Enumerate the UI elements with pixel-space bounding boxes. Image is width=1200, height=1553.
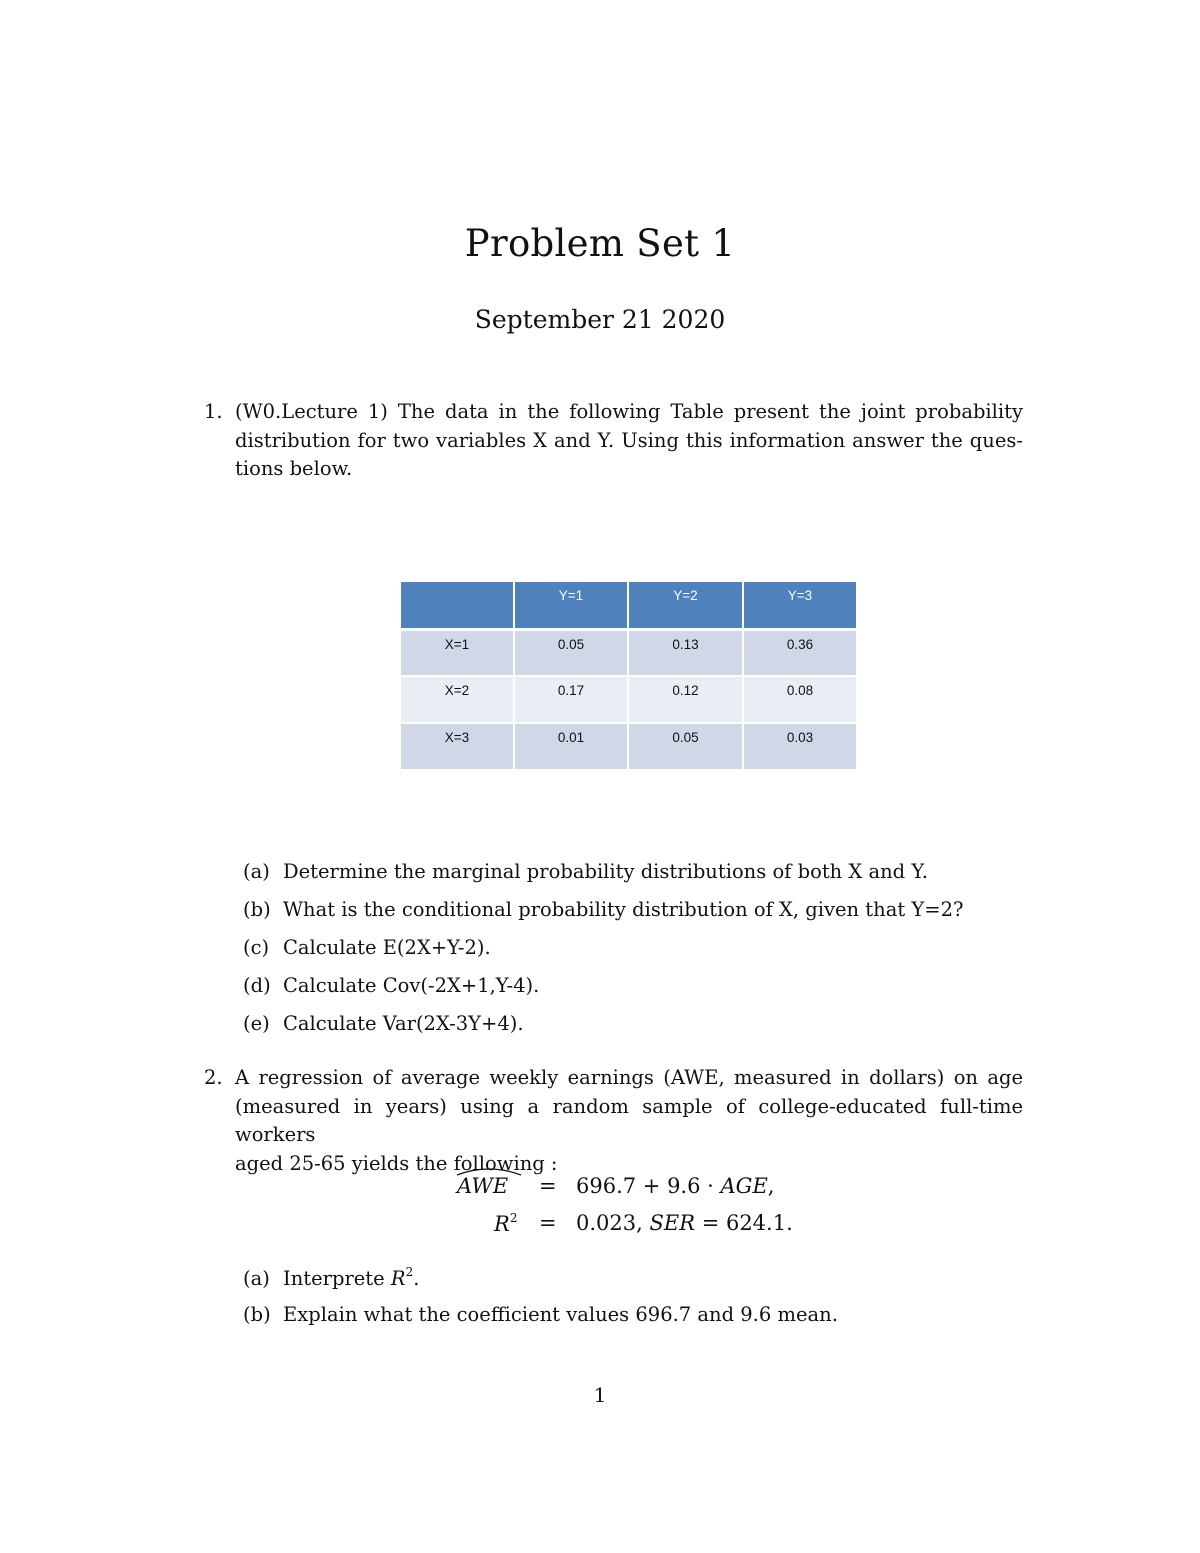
table-cell: 0.03 bbox=[743, 723, 857, 770]
subquestion-text: Calculate E(2X+Y-2). bbox=[283, 936, 491, 959]
subquestion-label: (b) bbox=[243, 898, 271, 921]
equation-lhs-awe bbox=[457, 1174, 508, 1198]
wide-hat-icon bbox=[455, 1165, 523, 1177]
table-cell: 0.01 bbox=[514, 723, 628, 770]
table-row bbox=[400, 629, 857, 676]
subquestion-label: (e) bbox=[243, 1012, 270, 1035]
equation-equals-1: = bbox=[539, 1174, 557, 1198]
document-date: September 21 2020 bbox=[474, 305, 726, 334]
awe-variable: AWE bbox=[457, 1174, 509, 1198]
age-variable: AGE bbox=[720, 1174, 768, 1198]
table-cell: 0.08 bbox=[743, 676, 857, 723]
table-row bbox=[400, 723, 857, 770]
list-item bbox=[243, 1265, 419, 1290]
table-row bbox=[400, 676, 857, 723]
page-number: 1 bbox=[593, 1383, 607, 1407]
table-cell: X=2 bbox=[400, 676, 514, 723]
subquestion-math: R bbox=[390, 1267, 406, 1290]
table-cell: 0.05 bbox=[514, 629, 628, 676]
subquestion-sup: 2 bbox=[405, 1265, 414, 1279]
table-cell: X=1 bbox=[400, 629, 514, 676]
problem-2-number: 2. bbox=[204, 1066, 223, 1089]
problem-2-line-1: A regression of average weekly earnings (AWE, measured in dollars) on age bbox=[235, 1066, 1023, 1089]
subquestion-text: What is the conditional probability distribution of X, given that Y=2? bbox=[283, 898, 964, 921]
awe-hat-symbol bbox=[457, 1174, 508, 1198]
list-item bbox=[243, 974, 539, 997]
subquestion-label: (b) bbox=[243, 1303, 271, 1326]
list-item bbox=[243, 936, 491, 959]
list-item bbox=[243, 1303, 838, 1326]
table-cell: X=3 bbox=[400, 723, 514, 770]
problem-1-line-2: distribution for two variables X and Y. Using this information answer the ques- bbox=[235, 428, 1023, 452]
problem-1-number: 1. bbox=[204, 400, 223, 423]
subquestion-text: Calculate Var(2X-3Y+4). bbox=[283, 1012, 524, 1035]
list-item bbox=[243, 1012, 524, 1035]
problem-2-text bbox=[235, 1064, 1023, 1178]
table-cell: 0.13 bbox=[628, 629, 743, 676]
table-header-row bbox=[400, 581, 857, 629]
equation-rhs-2 bbox=[576, 1211, 793, 1235]
list-item bbox=[243, 860, 928, 883]
subquestion-label: (a) bbox=[243, 1267, 270, 1290]
r-superscript: 2 bbox=[509, 1211, 518, 1225]
table-cell: 0.17 bbox=[514, 676, 628, 723]
problem-2-line-2: (measured in years) using a random sample of college-educated full-time workers bbox=[235, 1094, 1023, 1146]
problem-2-line-3: aged 25-65 yields the following : bbox=[235, 1151, 558, 1175]
table-header-cell: Y=1 bbox=[514, 581, 628, 629]
subquestion-tail: . bbox=[413, 1267, 420, 1290]
equation-equals-2: = bbox=[539, 1211, 557, 1235]
subquestion-label: (a) bbox=[243, 860, 270, 883]
subquestion-label: (d) bbox=[243, 974, 271, 997]
equation-rhs-1 bbox=[576, 1174, 774, 1198]
page-title: Problem Set 1 bbox=[464, 222, 736, 265]
r-variable: R bbox=[494, 1212, 510, 1236]
problem-1-line-1: (W0.Lecture 1) The data in the following Table present the joint probability bbox=[235, 400, 1023, 423]
table-header-cell bbox=[400, 581, 514, 629]
subquestion-text: Calculate Cov(-2X+1,Y-4). bbox=[283, 974, 540, 997]
subquestion-text: Determine the marginal probability distributions of both X and Y. bbox=[283, 860, 928, 883]
problem-1-text bbox=[235, 398, 1023, 484]
table-header-cell: Y=3 bbox=[743, 581, 857, 629]
table-cell: 0.12 bbox=[628, 676, 743, 723]
equation-lhs-r2 bbox=[494, 1211, 517, 1236]
joint-probability-table bbox=[399, 580, 858, 771]
r2-value: 0.023, bbox=[576, 1211, 650, 1235]
ser-value: = 624.1. bbox=[695, 1211, 793, 1235]
list-item bbox=[243, 898, 963, 921]
table-cell: 0.05 bbox=[628, 723, 743, 770]
table-header-cell: Y=2 bbox=[628, 581, 743, 629]
subquestion-text: Explain what the coefficient values 696.7 and 9.6 mean. bbox=[283, 1303, 838, 1326]
problem-1-line-3: tions below. bbox=[235, 457, 353, 480]
subquestion-text: Interprete bbox=[283, 1267, 391, 1290]
subquestion-label: (c) bbox=[243, 936, 270, 959]
ser-variable: SER bbox=[649, 1211, 696, 1235]
table-cell: 0.36 bbox=[743, 629, 857, 676]
equation-constant: 696.7 + 9.6 · bbox=[576, 1174, 721, 1198]
equation-rhs-1-tail: , bbox=[767, 1174, 775, 1198]
